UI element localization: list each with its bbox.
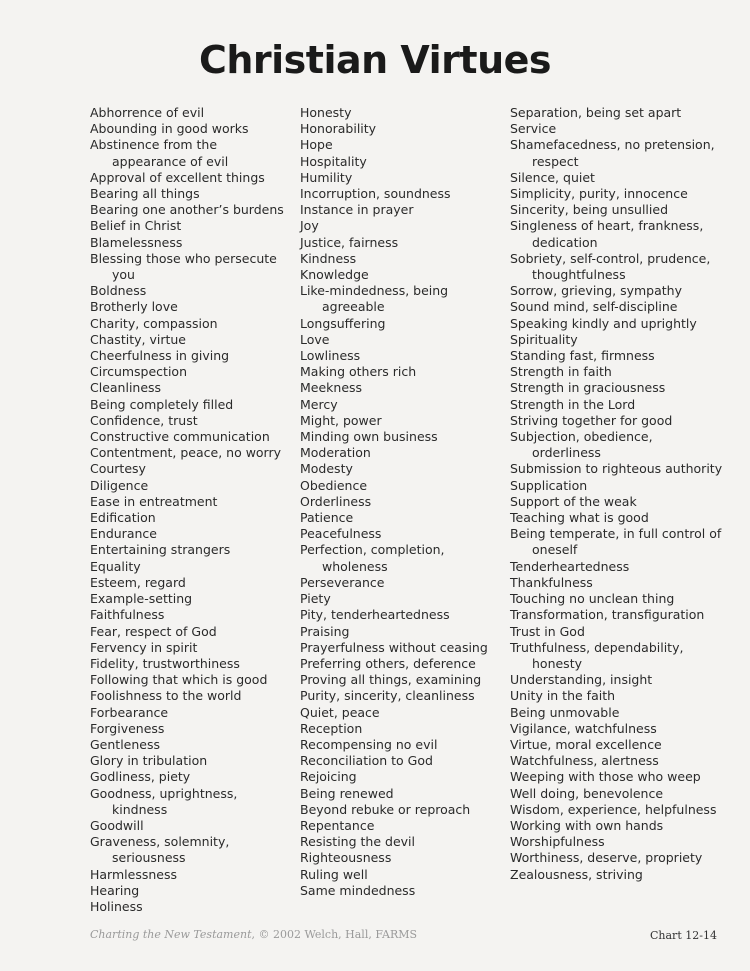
footer-citation <box>90 928 417 941</box>
virtue-item: Instance in prayer <box>300 202 414 218</box>
virtues-column-1 <box>90 105 290 915</box>
virtue-item: Cleanliness <box>90 380 162 396</box>
virtue-item: Peacefulness <box>300 526 382 542</box>
virtues-column-2 <box>300 105 505 899</box>
virtue-item: Reconciliation to God <box>300 753 433 769</box>
virtue-item: Bearing all things <box>90 186 200 202</box>
virtue-item: Teaching what is good <box>510 510 649 526</box>
virtue-item: Righteousness <box>300 850 392 866</box>
virtue-item: Worthiness, deserve, propriety <box>510 850 703 866</box>
virtues-column-3 <box>510 105 725 883</box>
virtue-item: Abounding in good works <box>90 121 249 137</box>
virtue-item: Sound mind, self-discipline <box>510 299 678 315</box>
virtue-item: Separation, being set apart <box>510 105 682 120</box>
virtue-item: Unity in the faith <box>510 688 616 704</box>
virtue-item: Joy <box>300 218 319 234</box>
virtue-item: Following that which is good <box>90 672 268 688</box>
virtue-item: Resisting the devil <box>300 834 415 850</box>
virtue-item: Understanding, insight <box>510 672 653 688</box>
virtue-item: Being temperate, in full control of oneself <box>510 526 722 558</box>
virtue-item: Glory in tribulation <box>90 753 208 769</box>
virtue-item: Wisdom, experience, helpfulness <box>510 801 717 817</box>
virtue-item: Reception <box>300 720 363 736</box>
virtue-item: Well doing, benevolence <box>510 785 664 801</box>
virtue-item: Endurance <box>90 526 157 542</box>
virtue-item: Virtue, moral excellence <box>510 736 662 752</box>
virtue-item: Being completely filled <box>90 396 234 412</box>
virtue-item: Sobriety, self-control, prudence, thoughtfulness <box>510 250 711 283</box>
virtue-item: Goodwill <box>90 817 144 833</box>
virtue-item: Obedience <box>300 477 368 493</box>
virtue-item: Perfection, completion, wholeness <box>300 542 445 574</box>
virtue-item: Trust in God <box>510 623 585 639</box>
virtue-item: Boldness <box>90 283 147 299</box>
virtue-item: Blamelessness <box>90 234 183 250</box>
virtue-item: Hospitality <box>300 153 367 169</box>
virtue-item: Subjection, obedience, orderliness <box>510 429 653 461</box>
virtue-item: Quiet, peace <box>300 704 380 720</box>
virtue-item: Esteem, regard <box>90 574 186 590</box>
virtue-item: Constructive communication <box>90 429 270 445</box>
virtue-item: Confidence, trust <box>90 412 198 428</box>
virtue-item: Honorability <box>300 121 377 137</box>
virtue-item: Tenderheartedness <box>510 558 630 574</box>
virtue-item: Belief in Christ <box>90 218 182 234</box>
virtue-item: Like-mindedness, being agreeable <box>300 283 449 315</box>
virtue-item: Forbearance <box>90 704 169 720</box>
virtue-item: Purity, sincerity, cleanliness <box>300 688 475 704</box>
virtue-item: Simplicity, purity, innocence <box>510 186 688 202</box>
virtue-item: Ease in entreatment <box>90 493 218 509</box>
virtue-item: Working with own hands <box>510 817 664 833</box>
virtue-item: Edification <box>90 510 156 526</box>
footer-copyright: , © 2002 Welch, Hall, FARMS <box>251 928 418 941</box>
virtue-item: Might, power <box>300 412 382 428</box>
virtue-item: Blessing those who persecute you <box>90 250 277 283</box>
virtue-item: Perseverance <box>300 574 385 590</box>
virtue-item: Chastity, virtue <box>90 331 186 347</box>
virtue-item: Standing fast, firmness <box>510 348 655 364</box>
virtue-item: Hearing <box>90 882 140 898</box>
virtue-item: Honesty <box>300 105 352 120</box>
virtue-item: Vigilance, watchfulness <box>510 720 657 736</box>
virtue-item: Forgiveness <box>90 720 165 736</box>
virtue-item: Foolishness to the world <box>90 688 242 704</box>
virtue-item: Repentance <box>300 817 375 833</box>
virtue-item: Goodness, uprightness, kindness <box>90 785 238 817</box>
virtue-item: Example-setting <box>90 591 193 607</box>
virtue-item: Approval of excellent things <box>90 169 265 185</box>
virtue-item: Weeping with those who weep <box>510 769 701 785</box>
virtue-item: Singleness of heart, frankness, dedication <box>510 218 704 250</box>
virtue-item: Prayerfulness without ceasing <box>300 639 488 655</box>
virtue-item: Strength in the Lord <box>510 396 636 412</box>
virtue-item: Circumspection <box>90 364 187 380</box>
virtue-item: Fervency in spirit <box>90 639 198 655</box>
virtue-item: Entertaining strangers <box>90 542 231 558</box>
virtue-item: Fear, respect of God <box>90 623 217 639</box>
virtue-item: Praising <box>300 623 350 639</box>
virtue-item: Beyond rebuke or reproach <box>300 801 471 817</box>
virtue-item: Support of the weak <box>510 493 637 509</box>
virtue-item: Holiness <box>90 898 143 914</box>
virtue-item: Being unmovable <box>510 704 620 720</box>
virtue-item: Longsuffering <box>300 315 386 331</box>
virtue-item: Strength in graciousness <box>510 380 666 396</box>
virtue-item: Modesty <box>300 461 353 477</box>
virtue-item: Striving together for good <box>510 412 673 428</box>
virtue-item: Sorrow, grieving, sympathy <box>510 283 682 299</box>
virtue-item: Strength in faith <box>510 364 612 380</box>
virtue-item: Equality <box>90 558 141 574</box>
virtue-item: Brotherly love <box>90 299 178 315</box>
virtue-item: Piety <box>300 591 331 607</box>
virtue-item: Justice, fairness <box>300 234 399 250</box>
virtue-item: Harmlessness <box>90 866 177 882</box>
virtue-item: Abhorrence of evil <box>90 105 205 120</box>
virtue-item: Fidelity, trustworthiness <box>90 655 240 671</box>
virtue-item: Lowliness <box>300 348 361 364</box>
virtue-item: Being renewed <box>300 785 394 801</box>
virtue-item: Gentleness <box>90 736 161 752</box>
virtue-item: Meekness <box>300 380 363 396</box>
virtue-item: Mercy <box>300 396 338 412</box>
virtue-item: Contentment, peace, no worry <box>90 445 282 461</box>
virtue-item: Same mindedness <box>300 882 416 898</box>
footer-book-title: Charting the New Testament <box>90 928 252 941</box>
virtue-item: Charity, compassion <box>90 315 218 331</box>
virtue-item: Pity, tenderheartedness <box>300 607 450 623</box>
virtue-item: Supplication <box>510 477 588 493</box>
virtue-item: Transformation, transfiguration <box>510 607 705 623</box>
virtue-item: Love <box>300 331 330 347</box>
virtue-item: Submission to righteous authority <box>510 461 723 477</box>
virtue-item: Recompensing no evil <box>300 736 438 752</box>
virtue-item: Worshipfulness <box>510 834 605 850</box>
virtue-item: Thankfulness <box>510 574 593 590</box>
page-title: Christian Virtues <box>198 38 552 82</box>
virtue-item: Hope <box>300 137 333 153</box>
virtue-item: Spirituality <box>510 331 578 347</box>
virtue-item: Faithfulness <box>90 607 165 623</box>
virtue-item: Graveness, solemnity, seriousness <box>90 834 230 866</box>
virtue-item: Cheerfulness in giving <box>90 348 230 364</box>
virtue-item: Godliness, piety <box>90 769 191 785</box>
virtue-item: Abstinence from the appearance of evil <box>90 137 229 169</box>
virtue-item: Humility <box>300 169 353 185</box>
virtue-item: Proving all things, examining <box>300 672 482 688</box>
virtue-item: Kindness <box>300 250 357 266</box>
virtue-item: Ruling well <box>300 866 368 882</box>
virtue-item: Incorruption, soundness <box>300 186 451 202</box>
virtue-item: Shamefacedness, no pretension, respect <box>510 137 715 169</box>
virtue-item: Silence, quiet <box>510 169 595 185</box>
virtue-item: Preferring others, deference <box>300 655 476 671</box>
virtue-item: Rejoicing <box>300 769 357 785</box>
virtue-item: Service <box>510 121 557 137</box>
virtue-item: Orderliness <box>300 493 372 509</box>
virtue-item: Diligence <box>90 477 149 493</box>
chart-number: Chart 12-14 <box>650 929 717 942</box>
virtue-item: Bearing one another’s burdens <box>90 202 284 218</box>
virtue-item: Sincerity, being unsullied <box>510 202 669 218</box>
virtue-item: Moderation <box>300 445 371 461</box>
virtue-item: Truthfulness, dependability, honesty <box>510 639 684 671</box>
virtue-item: Courtesy <box>90 461 146 477</box>
virtue-item: Minding own business <box>300 429 438 445</box>
virtue-item: Making others rich <box>300 364 417 380</box>
virtue-item: Watchfulness, alertness <box>510 753 659 769</box>
virtue-item: Knowledge <box>300 267 369 283</box>
virtue-item: Patience <box>300 510 354 526</box>
virtue-item: Touching no unclean thing <box>510 591 675 607</box>
virtue-item: Speaking kindly and uprightly <box>510 315 697 331</box>
virtue-item: Zealousness, striving <box>510 866 643 882</box>
